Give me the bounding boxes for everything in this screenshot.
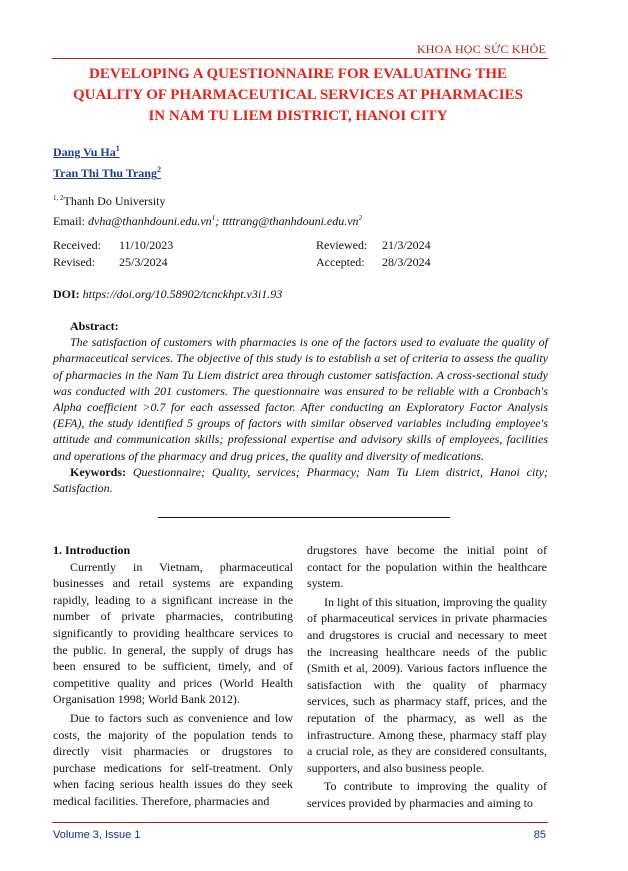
accepted-date: 28/3/2024 [382,255,431,269]
received-date: 11/10/2023 [119,238,174,252]
author-list [53,140,161,182]
email-link-1[interactable]: $dvha@thanhdouni.edu.vn^1$ [88,214,216,228]
section-divider [158,517,450,518]
doi-line: DOI: https://doi.org/10.58902/tcnckhpt.v3i1.93 [53,287,283,301]
accepted-label: Accepted: [316,255,365,269]
email-link-2[interactable]: $ttttrang@thanhdouni.edu.vn^2$ [222,214,363,228]
abstract-heading: Abstract: [70,319,119,333]
section-heading: 1. Introduction [53,543,131,557]
title-line: DEVELOPING A QUESTIONNAIRE FOR EVALUATING THE [88,66,507,82]
right-column [307,542,547,814]
reviewed-date: 21/3/2024 [382,238,431,252]
author-2[interactable]: Tran Thi Thu Trang$^2$ [53,165,161,180]
title-line: IN NAM TU LIEM DISTRICT, HANOI CITY [148,108,448,124]
title-line: QUALITY OF PHARMACEUTICAL SERVICES AT PHARMACIES [73,87,523,103]
abstract [53,318,548,496]
footer-rule [52,822,548,823]
abstract-body: The satisfaction of customers with pharmacies is one of the factors used to evaluate the quality of pharmaceutical services. The objective of this study is to establish a set of criteria to assess the quality of pharmacies in the Nam Tu Liem district area through customer satisfaction. A cross-sectional study was conducted with 201 customers. The questionnaire was ensured to be reliable with a Cronbach's Alpha coefficient >0.7 for each assessed factor. After conducting an Exploratory Factor Analysis (EFA), the study identified 5 groups of factors with similar observed variables including employee's attitude and communication skills; professional expertise and advisory skills of employees, facilities and operations of the pharmacy and drug prices, the quality and diversity of medications. [53,335,548,463]
paragraph: Currently in Vietnam, pharmaceutical businesses and retail systems are expanding rapidly, leading to a significant increase in the number of private pharmacies, contributing significantly to providing healthcare services to the public. In general, the supply of drugs has been ensured to be sufficient, timely, and of competitive quality and prices (World Health Organisation 1998; World Bank 2012). [53,559,293,707]
received-label: Received: [53,238,101,252]
page-number: 85 [533,829,546,841]
email-line: Email: $dvha@thanhdouni.edu.vn^1$; $ttttrang@thanhdouni.edu.vn^2$ [53,214,363,228]
keywords: Keywords: Questionnaire; Quality, services; Pharmacy; Nam Tu Liem district, Hanoi city; Satisfaction. [53,464,548,496]
revised-label: Revised: [53,255,95,269]
paragraph: In light of this situation, improving the quality of pharmaceutical services in private pharmacies and drugstores is crucial and necessary to meet the increasing healthcare needs of the public (Smith et al, 2009). Various factors influence the satisfaction with the quality of pharmacy services, such as pharmacy staff, prices, and the reputation of the pharmacy, as well as the infrastructure. Among these, pharmacy staff play a crucial role, as they are considered consultants, supporters, and also business people. [307,594,547,775]
doi-link[interactable]: https://doi.org/10.58902/tcnckhpt.v3i1.93 [82,287,283,301]
left-column [53,542,293,812]
affiliation-block [53,190,362,230]
paragraph: drugstores have become the initial point of contact for the population within the healthcare system. [307,543,547,591]
footer-volume: Volume 3, Issue 1 [53,829,141,841]
paper-title [48,64,548,127]
author-1[interactable]: Dang Vu Ha$^1$ [53,144,120,159]
date-table [53,237,473,271]
reviewed-label: Reviewed: [316,238,368,252]
header-rule [52,58,548,59]
revised-date: 25/3/2024 [119,255,168,269]
paragraph: Due to factors such as convenience and low costs, the majority of the population tends to directly visit pharmacies or drugstores to purchase medications for self-treatment. Only when facing serious health issues do they seek medical facilities. Therefore, pharmacies and [53,710,293,808]
paragraph: To contribute to improving the quality of services provided by pharmacies and aiming to [307,779,547,810]
affiliation: $^{1, 2}$Thanh Do University [53,194,166,208]
journal-header: KHOA HỌC SỨC KHỎE [416,42,546,56]
